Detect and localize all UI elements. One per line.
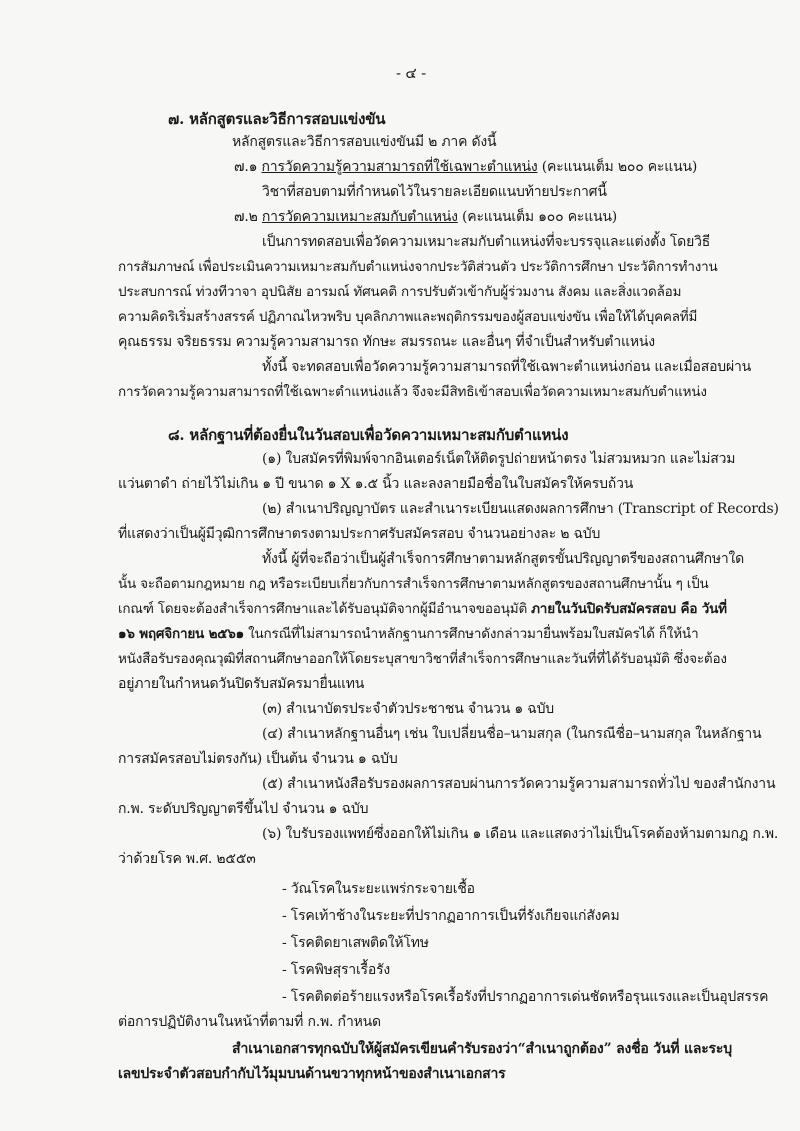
disease-list-item: - วัณโรคในระยะแพร่กระจายเชื้อ	[282, 881, 475, 897]
part1-number: ๗.๑	[234, 159, 258, 175]
section8-heading: ๘. หลักฐานที่ต้องยื่นในวันสอบเพื่อวัดความเหมาะสมกับตำแหน่ง	[168, 426, 569, 444]
part2-paragraph-line: การวัดความรู้ความสามารถที่ใช้เฉพาะตำแหน่งแล้ว จึงจะมีสิทธิเข้าสอบเพื่อวัดความเหมาะสมกับตำแหน่ง	[118, 384, 707, 400]
item2-line: ที่แสดงว่าเป็นผู้มีวุฒิการศึกษาตรงตามประกาศรับสมัครสอบ จำนวนอย่างละ ๒ ฉบับ	[118, 526, 601, 542]
section7-part2-line	[234, 206, 617, 228]
note-line: อยู่ภายในกำหนดวันปิดรับสมัครมายื่นแทน	[118, 676, 365, 692]
item6-line: (๖) ใบรับรองแพทย์ซึ่งออกให้ไม่เกิน ๑ เดือน และแสดงว่าไม่เป็นโรคต้องห้ามตามกฎ ก.พ.	[262, 826, 779, 842]
note-line	[118, 623, 699, 645]
part2-title: การวัดความเหมาะสมกับตำแหน่ง	[261, 209, 458, 225]
part2-paragraph-line: ทั้งนี้ จะทดสอบเพื่อวัดความรู้ความสามารถที่ใช้เฉพาะตำแหน่งก่อน และเมื่อสอบผ่าน	[262, 359, 752, 375]
part2-paragraph-line: คุณธรรม จริยธรรม ความรู้ความสามารถ ทักษะ สมรรถนะ และอื่นๆ ที่จำเป็นสำหรับตำแหน่ง	[118, 334, 655, 350]
item3-line: (๓) สำเนาบัตรประจำตัวประชาชน จำนวน ๑ ฉบับ	[262, 701, 554, 717]
disease-list-item: - โรคติดยาเสพติดให้โทษ	[282, 935, 429, 951]
item5-line: (๕) สำเนาหนังสือรับรองผลการสอบผ่านการวัดความรู้ความสามารถทั่วไป ของสำนักงาน	[262, 776, 776, 792]
part2-paragraph-line: เป็นการทดสอบเพื่อวัดความเหมาะสมกับตำแหน่งที่จะบรรจุและแต่งตั้ง โดยวิธี	[262, 234, 711, 250]
part2-paragraph-line: การสัมภาษณ์ เพื่อประเมินความเหมาะสมกับตำแหน่งจากประวัติส่วนตัว ประวัติการศึกษา ประวัติการทำงาน	[118, 259, 718, 275]
note-line: นั้น จะถือตามกฎหมาย กฎ หรือระเบียบเกี่ยวกับการสำเร็จการศึกษาตามหลักสูตรของสถานศึกษานั้น ๆ เป็น	[118, 576, 709, 592]
section7-part1-line	[234, 156, 697, 178]
disease-list-item: - โรคติดต่อร้ายแรงหรือโรคเรื้อรังที่ปรากฏอาการเด่นชัดหรือรุนแรงและเป็นอุปสรรค	[282, 989, 769, 1005]
part1-score: (คะแนนเต็ม ๒๐๐ คะแนน)	[541, 159, 698, 175]
part1-description: วิชาที่สอบตามที่กำหนดไว้ในรายละเอียดแนบท้ายประกาศนี้	[262, 184, 607, 200]
item2-line: (๒) สำเนาปริญญาบัตร และสำเนาระเบียนแสดงผลการศึกษา (Transcript of Records)	[262, 501, 779, 517]
item1-line: (๑) ใบสมัครที่พิมพ์จากอินเตอร์เน็ตให้ติดรูปถ่ายหน้าตรง ไม่สวมหมวก และไม่สวม	[262, 451, 736, 467]
disease-list-item: - โรคพิษสุราเรื้อรัง	[282, 962, 391, 978]
disease-list-item: - โรคเท้าช้างในระยะที่ปรากฏอาการเป็นที่รังเกียจแก่สังคม	[282, 908, 620, 924]
item4-line: (๔) สำเนาหลักฐานอื่นๆ เช่น ใบเปลี่ยนชื่อ–นามสกุล (ในกรณีชื่อ–นามสกุล ในหลักฐาน	[262, 726, 762, 742]
section7-heading: ๗. หลักสูตรและวิธีการสอบแข่งขัน	[168, 110, 386, 128]
part2-paragraph-line: ความคิดริเริ่มสร้างสรรค์ ปฏิภาณไหวพริบ บุคลิกภาพและพฤติกรรมของผู้สอบแข่งขัน เพื่อให้ได้บุคคลที่มี	[118, 309, 698, 325]
item1-line: แว่นตาดำ ถ่ายไว้ไม่เกิน ๑ ปี ขนาด ๑ X ๑.๕ นิ้ว และลงลายมือชื่อในใบสมัครให้ครบถ้วน	[118, 476, 634, 492]
note-text: เกณฑ์ โดยจะต้องสำเร็จการศึกษาและได้รับอนุมัติจากผู้มีอำนาจขออนุมัติ	[118, 601, 528, 617]
final-note-line: สำเนาเอกสารทุกฉบับให้ผู้สมัครเขียนคำรับรองว่า“สำเนาถูกต้อง” ลงชื่อ วันที่ และระบุ	[232, 1041, 732, 1057]
deadline-text: ภายในวันปิดรับสมัครสอบ คือ วันที่	[531, 601, 727, 617]
deadline-date: ๑๖ พฤศจิกายน ๒๕๖๑	[118, 626, 245, 642]
note-line: ทั้งนี้ ผู้ที่จะถือว่าเป็นผู้สำเร็จการศึกษาตามหลักสูตรขั้นปริญญาตรีของสถานศึกษาใด	[262, 551, 745, 567]
item6-line: ว่าด้วยโรค พ.ศ. ๒๕๕๓	[118, 851, 256, 867]
final-note-line: เลขประจำตัวสอบกำกับไว้มุมบนด้านขวาทุกหน้าของสำเนาเอกสาร	[118, 1066, 506, 1082]
note-text: ในกรณีที่ไม่สามารถนำหลักฐานการศึกษาดังกล่าวมายื่นพร้อมใบสมัครได้ ก็ให้นำ	[244, 626, 699, 642]
page-number: - ๔ -	[396, 64, 427, 82]
note-line	[118, 598, 727, 620]
part2-score: (คะแนนเต็ม ๑๐๐ คะแนน)	[462, 209, 618, 225]
section7-intro: หลักสูตรและวิธีการสอบแข่งขันมี ๒ ภาค ดังนี้	[232, 134, 497, 150]
part2-number: ๗.๒	[234, 209, 258, 225]
item4-line: การสมัครสอบไม่ตรงกัน) เป็นต้น จำนวน ๑ ฉบับ	[118, 751, 398, 767]
note-line: หนังสือรับรองคุณวุฒิที่สถานศึกษาออกให้โดยระบุสาขาวิชาที่สำเร็จการศึกษาและวันที่ที่ได้รับอนุมัติ ซึ่งจะต้อง	[118, 651, 727, 667]
item5-line: ก.พ. ระดับปริญญาตรีขึ้นไป จำนวน ๑ ฉบับ	[118, 801, 369, 817]
part2-paragraph-line: ประสบการณ์ ท่วงทีวาจา อุปนิสัย อารมณ์ ทัศนคติ การปรับตัวเข้ากับผู้ร่วมงาน สังคม และสิ่งแวดล้อม	[118, 284, 682, 300]
part1-title: การวัดความรู้ความสามารถที่ใช้เฉพาะตำแหน่ง	[261, 159, 538, 175]
disease-list-item: ต่อการปฏิบัติงานในหน้าที่ตามที่ ก.พ. กำหนด	[118, 1014, 381, 1030]
